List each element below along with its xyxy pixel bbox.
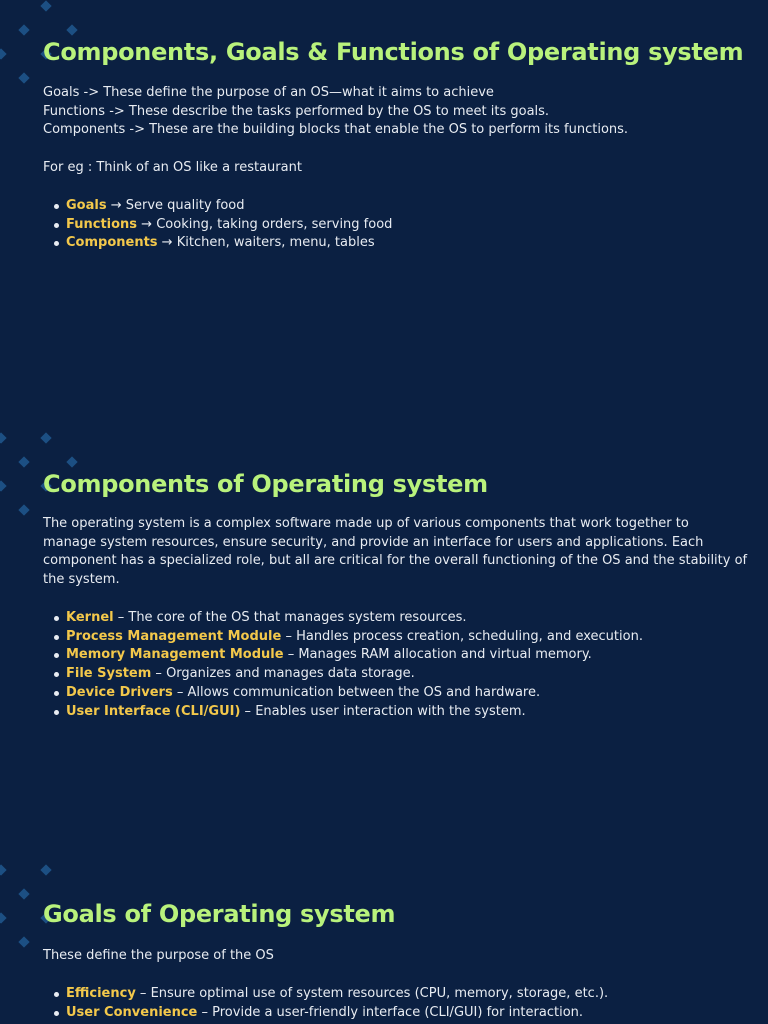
components-paragraph <box>43 515 748 590</box>
bullet-description: Serve quality food <box>125 198 245 213</box>
list-item <box>66 216 392 235</box>
bullet-separator: → <box>157 235 177 251</box>
bullet-description: Kitchen, waiters, menu, tables <box>176 235 375 251</box>
paragraph-line: manage system resources, ensure security, and provide an interface for users and applications. Each <box>43 534 704 550</box>
bullet-term: Components <box>66 235 158 251</box>
slide-goals-of-os <box>0 864 768 1024</box>
intro-line-functions: Functions -> These describe the tasks performed by the OS to meet its goals. <box>43 103 550 119</box>
bullet-term: Goals <box>66 198 107 213</box>
bullet-description: Provide a user-friendly interface (CLI/GUI) for interaction. <box>212 1004 584 1020</box>
example-line: For eg : Think of an OS like a restaurant <box>43 160 302 175</box>
bullet-separator: – <box>135 986 151 1001</box>
intro-line-goals: Goals -> These define the purpose of an OS—what it aims to achieve <box>43 85 494 100</box>
goals-intro <box>43 947 733 966</box>
paragraph-line: component has a specialized role, but all are critical for the overall functioning of the OS and the stability of <box>43 553 748 569</box>
paragraph-line: The operating system is a complex software made up of various components that work together to <box>43 516 689 531</box>
bullet-term: User Convenience <box>66 1004 198 1020</box>
goals-list <box>43 985 608 1022</box>
page-title: Components, Goals & Functions of Operating system <box>43 38 744 66</box>
bullet-term: Process Management Module <box>66 628 282 644</box>
bullet-term: Functions <box>66 216 138 232</box>
bullet-description: Allows communication between the OS and hardware. <box>187 684 541 700</box>
bullet-description: Cooking, taking orders, serving food <box>156 216 393 232</box>
intro-line: These define the purpose of the OS <box>43 948 274 963</box>
bullet-term: User Interface (CLI/GUI) <box>66 703 241 719</box>
bullet-separator: – <box>283 647 299 663</box>
section-title: Goals of Operating system <box>43 900 396 928</box>
bullet-description: The core of the OS that manages system resources. <box>128 610 467 625</box>
bullet-description: Enables user interaction with the system. <box>255 703 526 719</box>
example-text <box>43 159 733 178</box>
bullet-term: Memory Management Module <box>66 647 284 663</box>
bullet-separator: → <box>137 216 157 232</box>
bullet-term: Device Drivers <box>66 684 173 700</box>
paragraph-line: the system. <box>43 572 120 588</box>
section-title: Components of Operating system <box>43 470 488 498</box>
restaurant-analogy-list <box>43 197 392 253</box>
components-list <box>43 609 643 721</box>
bullet-separator: – <box>240 703 256 719</box>
list-item <box>66 684 643 703</box>
intro-block <box>43 84 733 140</box>
bullet-separator: → <box>106 198 126 213</box>
bullet-description: Handles process creation, scheduling, and execution. <box>296 628 643 644</box>
bullet-term: Kernel <box>66 610 114 625</box>
bullet-term: File System <box>66 666 152 682</box>
slide-components-goals-functions <box>0 0 768 432</box>
bullet-separator: – <box>151 666 167 682</box>
list-item <box>66 628 643 647</box>
list-item <box>66 646 643 665</box>
list-item <box>66 665 643 684</box>
bullet-description: Organizes and manages data storage. <box>166 666 415 682</box>
list-item <box>66 234 392 253</box>
bullet-term: Efficiency <box>66 986 136 1001</box>
bullet-separator: – <box>113 610 129 625</box>
list-item <box>66 985 608 1004</box>
slide-components-of-os <box>0 432 768 864</box>
list-item <box>66 703 643 722</box>
bullet-description: Manages RAM allocation and virtual memory. <box>298 647 592 663</box>
list-item <box>66 1004 608 1023</box>
bullet-separator: – <box>197 1004 213 1020</box>
bullet-separator: – <box>281 628 297 644</box>
bullet-separator: – <box>172 684 188 700</box>
list-item <box>66 197 392 216</box>
bullet-description: Ensure optimal use of system resources (CPU, memory, storage, etc.). <box>150 986 609 1001</box>
list-item <box>66 609 643 628</box>
intro-line-components: Components -> These are the building blocks that enable the OS to perform its functions. <box>43 122 629 138</box>
